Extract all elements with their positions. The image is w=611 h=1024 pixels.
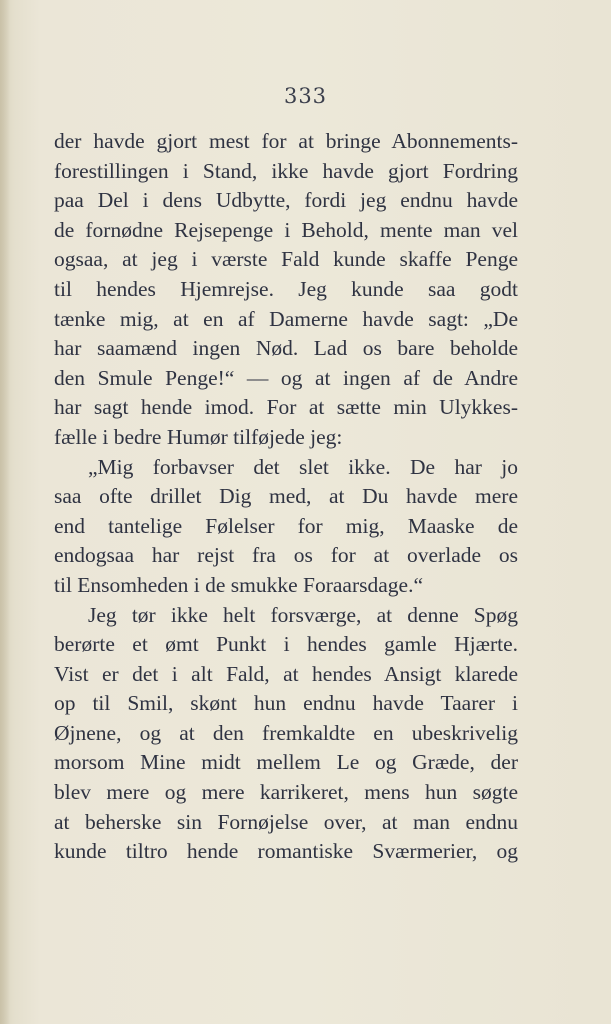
- text-line: blev mere og mere karrikeret, mens hun søgte: [54, 780, 518, 805]
- page-number: 333: [283, 84, 328, 108]
- text-line: saa ofte drillet Dig med, at Du havde mere: [54, 484, 518, 509]
- text-line: berørte et ømt Punkt i hendes gamle Hjærte.: [54, 632, 518, 657]
- text-line: op til Smil, skønt hun endnu havde Taarer i: [54, 691, 518, 716]
- text-line: fælle i bedre Humør tilføjede jeg:: [54, 424, 343, 449]
- text-line: kunde tiltro hende romantiske Sværmerier, og: [54, 839, 518, 864]
- text-line: Jeg tør ikke helt forsværge, at denne Spøg: [88, 602, 518, 627]
- text-line: end tantelige Følelser for mig, Maaske de: [54, 513, 518, 538]
- text-line: paa Del i dens Udbytte, fordi jeg endnu havde: [54, 188, 518, 213]
- text-line: forestillingen i Stand, ikke havde gjort Fordring: [54, 158, 518, 183]
- text-line: Øjnene, og at den fremkaldte en ubeskrivelig: [54, 720, 518, 745]
- text-line: til Ensomheden i de smukke Foraarsdage.“: [54, 572, 423, 597]
- text-line: der havde gjort mest for at bringe Abonnements-: [54, 129, 518, 153]
- text-line: endogsaa har rejst fra os for at overlade os: [54, 543, 518, 568]
- text-line: at beherske sin Fornøjelse over, at man endnu: [54, 809, 518, 834]
- text-line: morsom Mine midt mellem Le og Græde, der: [54, 750, 518, 775]
- text-line: de fornødne Rejsepenge i Behold, mente man vel: [54, 217, 518, 242]
- text-line: Vist er det i alt Fald, at hendes Ansigt klarede: [54, 661, 518, 686]
- text-line: den Smule Penge!“ — og at ingen af de Andre: [54, 365, 518, 390]
- text-line: har sagt hende imod. For at sætte min Ulykkes-: [54, 395, 518, 420]
- body-text: [54, 127, 518, 867]
- text-line: ogsaa, at jeg i værste Fald kunde skaffe Penge: [54, 247, 518, 272]
- gutter-shadow: [0, 0, 10, 1024]
- text-line: „Mig forbavser det slet ikke. De har jo: [88, 454, 518, 479]
- text-line: tænke mig, at en af Damerne havde sagt: „De: [54, 306, 518, 331]
- text-line: har saamænd ingen Nød. Lad os bare beholde: [54, 336, 518, 361]
- text-line: til hendes Hjemrejse. Jeg kunde saa godt: [54, 276, 518, 301]
